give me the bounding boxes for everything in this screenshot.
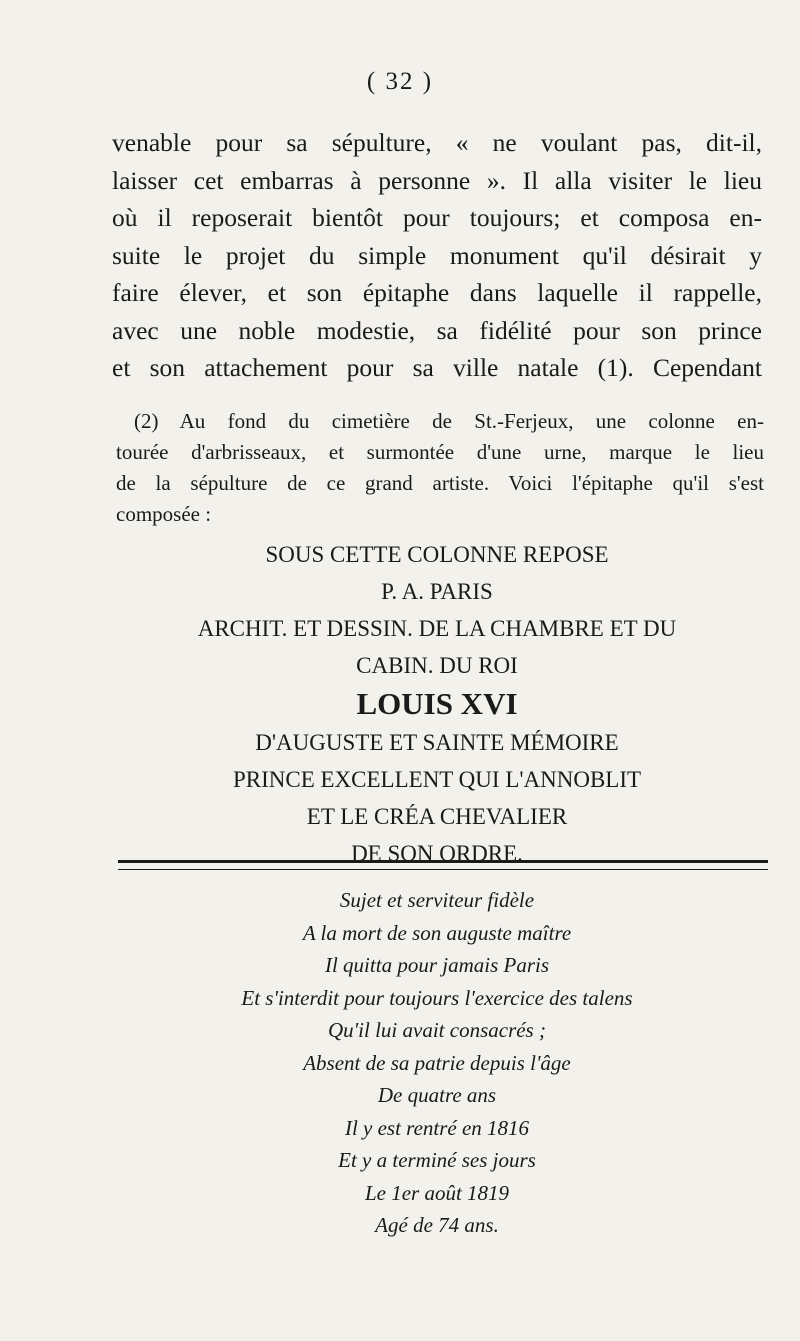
inscription-line: ET LE CRÉA CHEVALIER xyxy=(306,804,568,829)
epitaph-line: Agé de 74 ans. xyxy=(375,1213,499,1237)
epitaph-line: Et y a terminé ses jours xyxy=(338,1148,536,1172)
inscription-king-name: LOUIS XVI xyxy=(356,686,518,721)
monument-inscription xyxy=(112,536,762,872)
body-line: où il reposerait bientôt pour toujours; et composa en- xyxy=(112,203,762,232)
epitaph-line: A la mort de son auguste maître xyxy=(302,920,572,945)
footnote-line: de la sépulture de ce grand artiste. Voici l'épitaphe qu'il s'est xyxy=(116,471,764,495)
footnote-line: composée : xyxy=(116,502,212,526)
epitaph-line: Absent de sa patrie depuis l'âge xyxy=(303,1050,571,1075)
inscription-line: ARCHIT. ET DESSIN. DE LA CHAMBRE ET DU xyxy=(197,616,677,641)
inscription-line: DE SON ORDRE. xyxy=(351,841,523,866)
epitaph-line: Qu'il lui avait consacrés ; xyxy=(328,1018,546,1042)
inscription-line: PRINCE EXCELLENT QUI L'ANNOBLIT xyxy=(232,767,642,792)
divider-thick xyxy=(118,860,768,863)
footnote xyxy=(116,406,764,530)
body-line: avec une noble modestie, sa fidélité pour son prince xyxy=(112,315,762,345)
inscription-line: D'AUGUSTE ET SAINTE MÉMOIRE xyxy=(255,730,619,755)
footnote-line: (2) Au fond du cimetière de St.-Ferjeux, une colonne en- xyxy=(134,409,764,433)
epitaph-line: Sujet et serviteur fidèle xyxy=(339,888,535,912)
divider-thin xyxy=(118,869,768,870)
epitaph-line: Le 1er août 1819 xyxy=(364,1180,510,1205)
epitaph-line: Il y est rentré en 1816 xyxy=(344,1115,530,1140)
epitaph-line: Il quitta pour jamais Paris xyxy=(324,953,550,977)
body-line: et son attachement pour sa ville natale (1). Cependant xyxy=(112,353,762,382)
epitaph-line: De quatre ans xyxy=(377,1083,497,1107)
body-line: venable pour sa sépulture, « ne voulant pas, dit-il, xyxy=(112,128,762,157)
footnote-line: tourée d'arbrisseaux, et surmontée d'une urne, marque le lieu xyxy=(116,440,764,464)
inscription-line: P. A. PARIS xyxy=(381,579,493,604)
epitaph-line: Et s'interdit pour toujours l'exercice des talens xyxy=(241,985,633,1010)
inscription-line: CABIN. DU ROI xyxy=(356,653,518,678)
epitaph-verse xyxy=(112,884,762,1242)
body-paragraph xyxy=(112,124,762,387)
inscription-line: SOUS CETTE COLONNE REPOSE xyxy=(265,542,609,567)
body-line: suite le projet du simple monument qu'il désirait y xyxy=(112,240,762,270)
page-number: ( 32 ) xyxy=(366,68,434,95)
body-line: laisser cet embarras à personne ». Il alla visiter le lieu xyxy=(112,165,762,195)
body-line: faire élever, et son épitaphe dans laquelle il rappelle, xyxy=(112,278,762,307)
